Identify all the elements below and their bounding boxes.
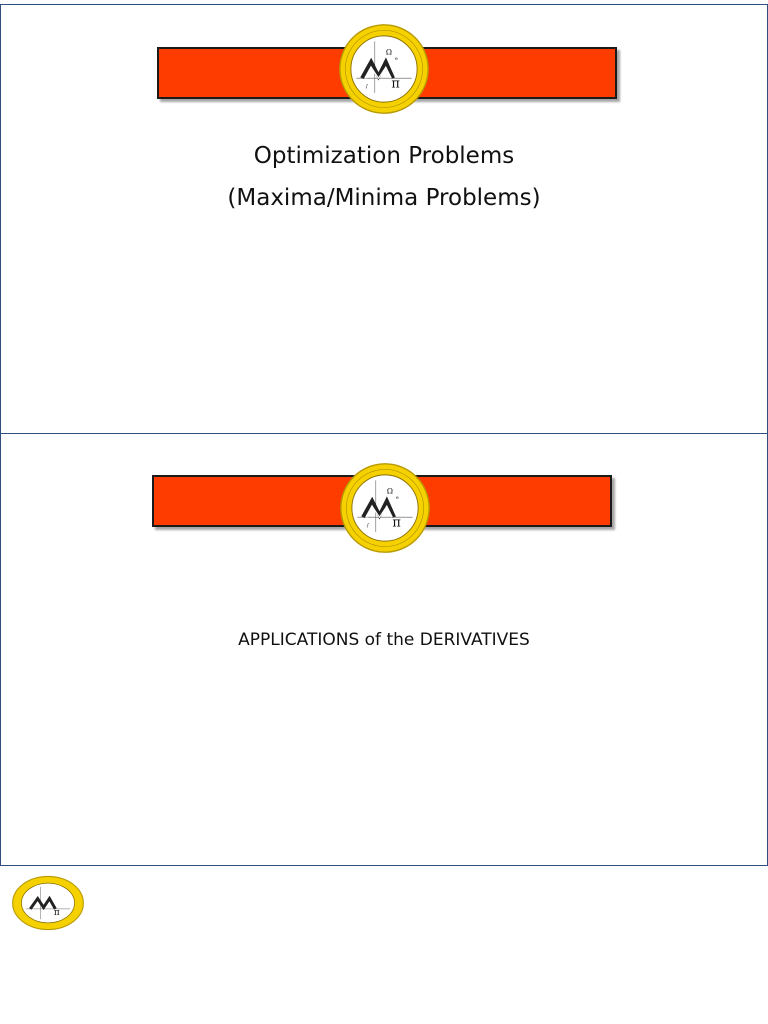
svg-text:Ω: Ω [385, 47, 392, 57]
svg-text:π: π [392, 515, 401, 531]
department-seal-icon [339, 462, 431, 554]
svg-text:Ω: Ω [386, 486, 393, 496]
svg-text:∫: ∫ [365, 84, 369, 90]
slide-1 [0, 4, 768, 434]
slide-title-line-2: (Maxima/Minima Problems) [227, 185, 541, 211]
svg-text:π: π [391, 76, 400, 92]
slide-title-line-1: Optimization Problems [253, 143, 515, 169]
svg-text:∫: ∫ [366, 523, 370, 529]
footer-seal-icon [11, 875, 85, 931]
slide-title: APPLICATIONS of the DERIVATIVES [238, 630, 530, 650]
svg-text:e: e [396, 495, 399, 501]
department-seal-icon [338, 23, 430, 115]
svg-text:e: e [395, 56, 398, 62]
slide-2 [0, 433, 768, 866]
svg-text:π: π [53, 907, 60, 918]
